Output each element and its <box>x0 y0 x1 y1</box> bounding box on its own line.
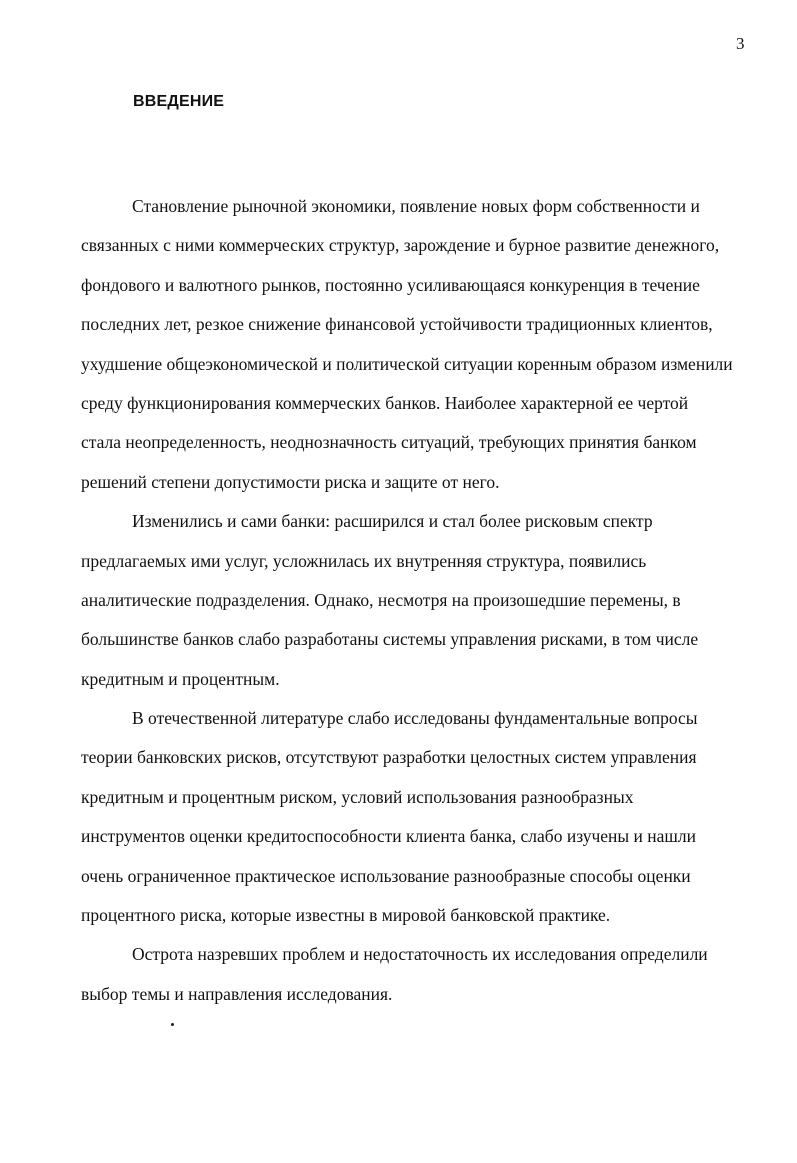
paragraph-4 <box>81 935 781 1014</box>
text-line: очень ограниченное практическое использование разнообразные способы оценки <box>81 865 691 886</box>
text-line: связанных с ними коммерческих структур, зарождение и бурное развитие денежного, <box>81 235 720 256</box>
text-line: Изменились и сами банки: расширился и стал более рисковым спектр <box>132 511 653 532</box>
text-line: теории банковских рисков, отсутствуют разработки целостных систем управления <box>81 747 697 768</box>
text-line: ухудшение общеэкономической и политической ситуации коренным образом изменили <box>81 353 733 374</box>
text-line: Острота назревших проблем и недостаточность их исследования определили <box>132 944 708 965</box>
paragraph-1 <box>81 187 781 502</box>
scan-speck <box>171 1023 174 1026</box>
text-line: аналитические подразделения. Однако, несмотря на произошедшие перемены, в <box>81 589 681 610</box>
text-line: среду функционирования коммерческих банков. Наиболее характерной ее чертой <box>81 392 689 413</box>
text-line: инструментов оценки кредитоспособности клиента банка, слабо изучены и нашли <box>81 826 697 847</box>
text-line: предлагаемых ими услуг, усложнилась их внутренняя структура, появились <box>81 550 647 571</box>
text-line: решений степени допустимости риска и защите от него. <box>81 471 500 492</box>
document-body <box>81 187 781 1014</box>
paragraph-2 <box>81 502 781 699</box>
text-line: фондового и валютного рынков, постоянно усиливающаяся конкуренция в течение <box>81 274 700 295</box>
text-line: В отечественной литературе слабо исследованы фундаментальные вопросы <box>132 708 698 729</box>
page-number: 3 <box>736 34 745 53</box>
text-line: стала неопределенность, неоднозначность ситуаций, требующих принятия банком <box>81 432 697 453</box>
paragraph-3 <box>81 699 781 935</box>
text-line: последних лет, резкое снижение финансовой устойчивости традиционных клиентов, <box>81 314 713 335</box>
text-line: кредитным и процентным риском, условий использования разнообразных <box>81 786 634 807</box>
text-line: Становление рыночной экономики, появление новых форм собственности и <box>132 196 700 216</box>
section-heading: ВВЕДЕНИЕ <box>133 93 225 110</box>
text-line: процентного риска, которые известны в мировой банковской практике. <box>81 905 611 926</box>
text-line: выбор темы и направления исследования. <box>81 983 393 1004</box>
text-line: кредитным и процентным. <box>81 668 280 689</box>
text-line: большинстве банков слабо разработаны системы управления рисками, в том числе <box>81 629 699 650</box>
